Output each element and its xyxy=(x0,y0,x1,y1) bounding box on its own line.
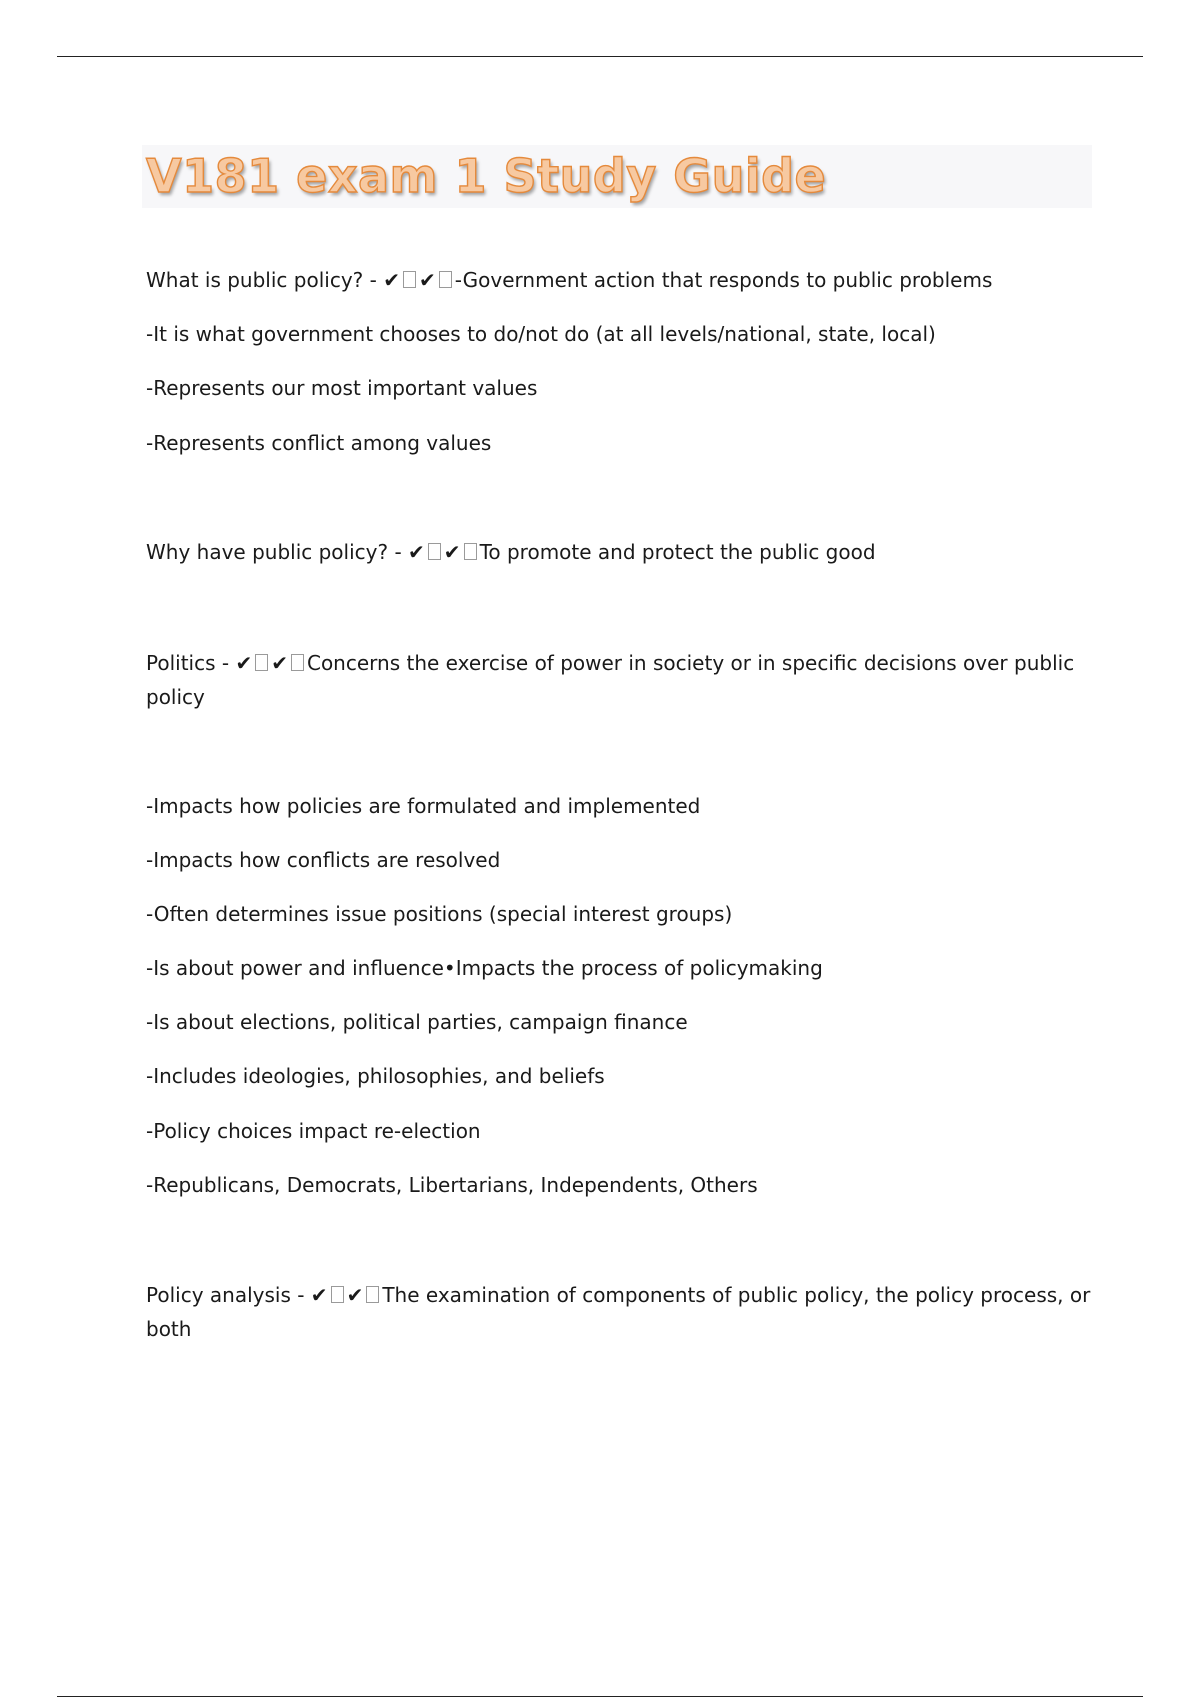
note-line: -Represents conflict among values xyxy=(146,431,492,455)
check-mark-icon: ✔ xyxy=(443,540,461,564)
note-line: -Is about elections, political parties, campaign finance xyxy=(146,1010,688,1034)
check-mark-icon: ✔ xyxy=(346,1283,364,1307)
entry-term: Why have public policy? - xyxy=(146,540,409,564)
check-mark-icon: ✔ xyxy=(235,651,253,675)
check-mark-icon: ✔ xyxy=(418,268,436,292)
entry-answer: To promote and protect the public good xyxy=(479,540,876,564)
note-line: -Represents our most important values xyxy=(146,376,538,400)
note-line: -Policy choices impact re-election xyxy=(146,1119,481,1143)
check-mark-icon: ✔ xyxy=(408,540,425,564)
missing-glyph-box-icon xyxy=(331,1286,344,1303)
entry-answer: The examination of components of public policy, the policy process, or both xyxy=(146,1283,1091,1341)
note-line: -Impacts how conflicts are resolved xyxy=(146,848,501,872)
entry-answer: Concerns the exercise of power in society or in specific decisions over public policy xyxy=(146,651,1075,709)
entry-term: What is public policy? - xyxy=(146,268,384,292)
missing-glyph-box-icon xyxy=(366,1286,379,1303)
document-title: V181 exam 1 Study Guide xyxy=(146,149,827,203)
check-mark-icon: ✔ xyxy=(310,1283,328,1307)
entry-why-have-public-policy xyxy=(146,535,876,569)
check-mark-icon: ✔ xyxy=(383,268,400,292)
note-line: -Is about power and influence•Impacts the process of policymaking xyxy=(146,956,823,980)
header-rule xyxy=(57,56,1143,57)
entry-politics xyxy=(146,646,1096,714)
note-line: -Includes ideologies, philosophies, and beliefs xyxy=(146,1064,605,1088)
check-mark-icon: ✔ xyxy=(271,651,288,675)
missing-glyph-box-icon xyxy=(428,543,441,560)
missing-glyph-box-icon xyxy=(291,654,304,671)
footer-rule xyxy=(57,1696,1143,1697)
entry-term: Policy analysis - xyxy=(146,1283,311,1307)
entry-term: Politics - xyxy=(146,651,236,675)
note-line: -Often determines issue positions (special interest groups) xyxy=(146,902,733,926)
entry-what-is-public-policy xyxy=(146,263,992,297)
missing-glyph-box-icon xyxy=(439,271,452,288)
note-line: -Impacts how policies are formulated and implemented xyxy=(146,794,701,818)
entry-answer: -Government action that responds to public problems xyxy=(454,268,993,292)
note-line: -Republicans, Democrats, Libertarians, Independents, Others xyxy=(146,1173,758,1197)
missing-glyph-box-icon xyxy=(255,654,268,671)
missing-glyph-box-icon xyxy=(403,271,416,288)
missing-glyph-box-icon xyxy=(464,543,477,560)
entry-policy-analysis xyxy=(146,1278,1096,1346)
note-line: -It is what government chooses to do/not do (at all levels/national, state, local) xyxy=(146,322,936,346)
